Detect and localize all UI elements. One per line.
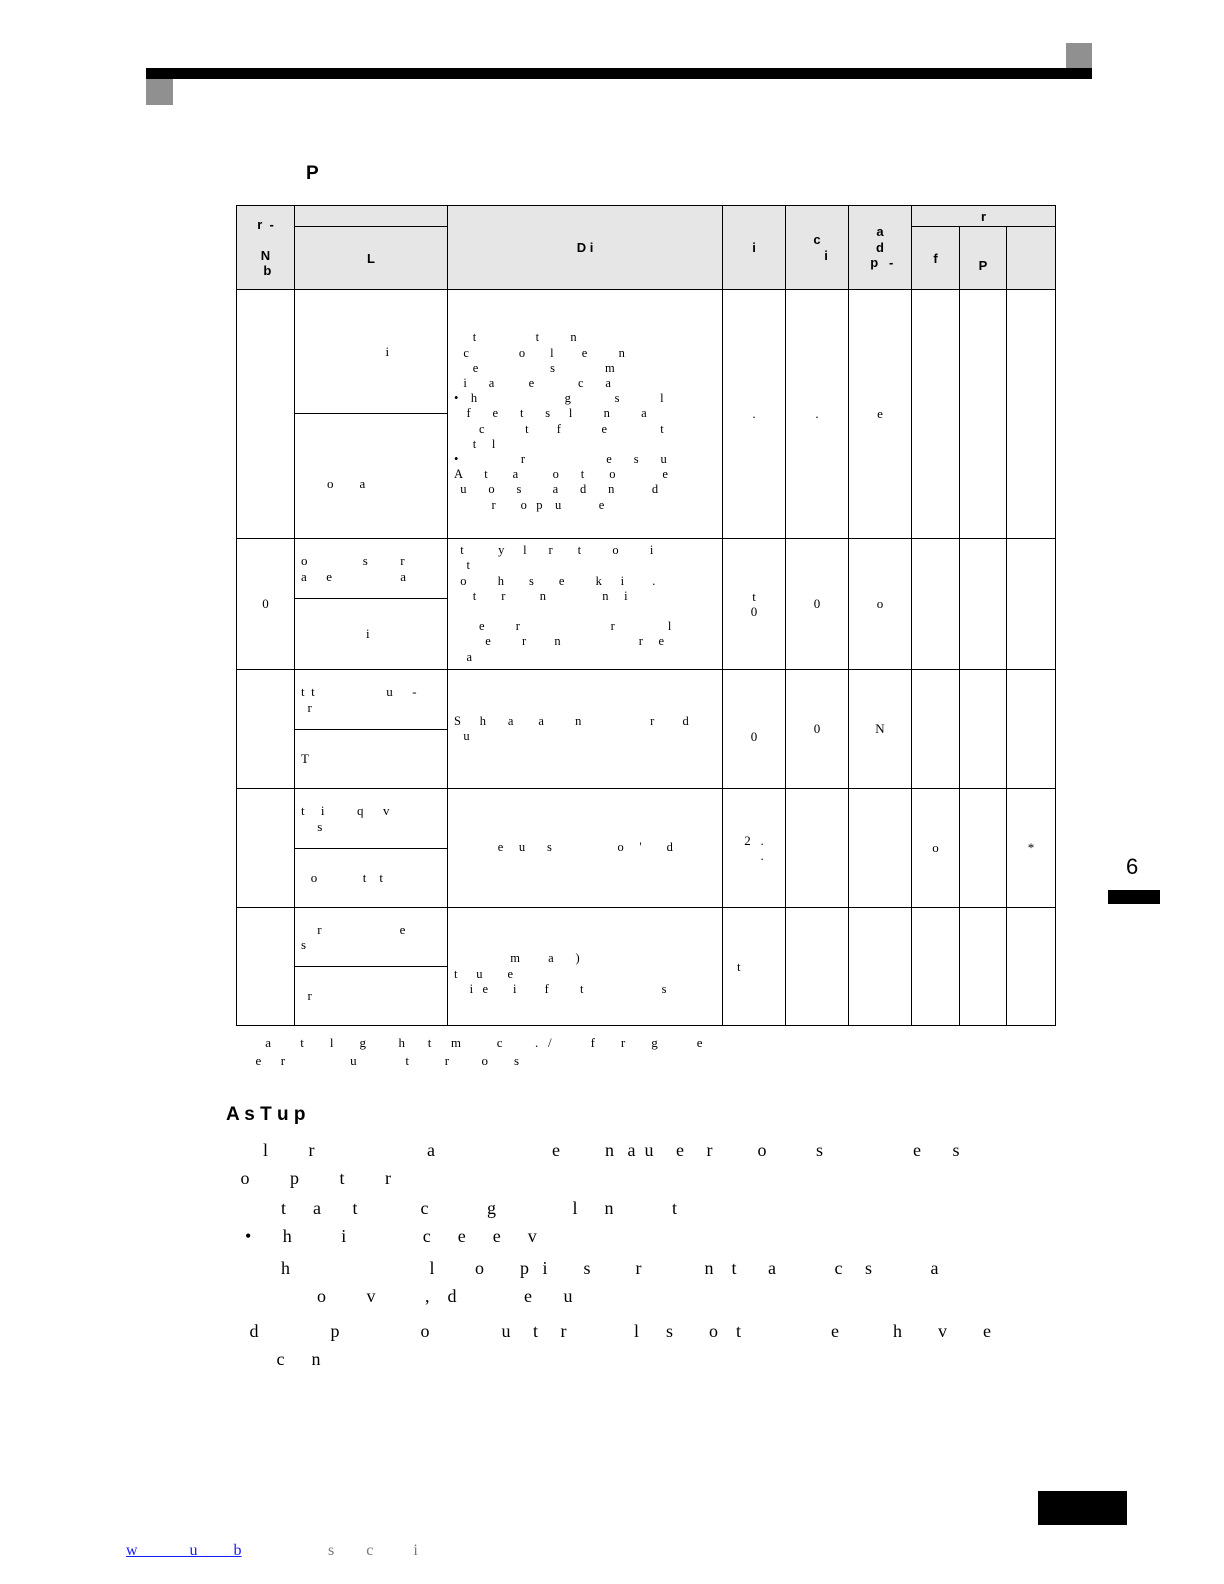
table-footnote: a t l g h t m c . / f r g e e r u t r o s	[255, 1035, 703, 1068]
param-name-display-cell: t t u - r	[295, 670, 448, 730]
body-paragraph: t a t c g l n t	[236, 1198, 677, 1218]
header-description: D i	[448, 206, 723, 290]
body-paragraph: l r a e n a u e r o s e s o p t r	[240, 1140, 960, 1188]
table-row	[237, 290, 1056, 414]
body-paragraph: d p o u t r l s o t e h v e c n	[249, 1321, 991, 1369]
setting-range-cell: 0	[723, 670, 786, 789]
setting-range-cell: t	[723, 908, 786, 1026]
control-col-b-cell	[960, 789, 1007, 908]
section-heading: P	[306, 163, 319, 184]
control-col-b-cell	[960, 908, 1007, 1026]
param-name-lcd-cell: o a	[295, 414, 448, 539]
control-col-c-cell	[1007, 539, 1056, 670]
param-description-cell: t y l r t o i t o h s e k i . t r n n i e r r l e r n r e a	[448, 539, 723, 670]
param-name-display-cell: r e s	[295, 908, 448, 967]
control-col-a-cell	[912, 670, 960, 789]
header-control-col-b: P	[960, 227, 1007, 290]
control-col-a-cell	[912, 908, 960, 1026]
body-paragraph: h l o p i s r n t a c s a o v , d e u	[281, 1258, 939, 1306]
control-col-b-cell	[960, 539, 1007, 670]
header-setting-range: i	[723, 206, 786, 290]
control-col-a-cell: o	[912, 789, 960, 908]
factory-setting-cell: 0	[786, 539, 849, 670]
header-change-during-operation: a d p -	[849, 206, 912, 290]
header-control-methods: r	[912, 206, 1056, 227]
change-during-op-cell	[849, 789, 912, 908]
footer-text: s c i	[328, 1542, 418, 1559]
control-col-c-cell	[1007, 908, 1056, 1026]
param-description-cell: t t n c o l e n e s m i a e c a • h g s l f e t s l n a c t f e t t l • r e s u A t a o t o e u o s a d n d r o p u e	[448, 290, 723, 539]
param-number-cell	[237, 789, 295, 908]
param-name-lcd-cell: i	[295, 599, 448, 670]
control-col-a-cell	[912, 290, 960, 539]
table-header-row	[237, 206, 1056, 227]
param-description-cell: m a ) t u e i e i f t s	[448, 908, 723, 1026]
change-during-op-cell: N	[849, 670, 912, 789]
header-param-number: r - N b	[237, 206, 295, 290]
header-corner-marker-left	[146, 79, 173, 105]
table-row	[237, 908, 1056, 967]
page-number-box	[1038, 1491, 1127, 1525]
param-description-cell: e u s o ' d	[448, 789, 723, 908]
header-factory-setting: c i	[786, 206, 849, 290]
table-row	[237, 539, 1056, 599]
header-name-group	[295, 206, 448, 227]
param-name-lcd-cell: o t t	[295, 849, 448, 908]
header-control-col-c	[1007, 227, 1056, 290]
chapter-number: 6	[1126, 854, 1139, 879]
param-number-cell	[237, 670, 295, 789]
param-number-cell: 0	[237, 539, 295, 670]
parameter-table	[236, 205, 1056, 1026]
table-row	[237, 789, 1056, 849]
setting-range-cell: 2 . .	[723, 789, 786, 908]
control-col-a-cell	[912, 539, 960, 670]
control-col-c-cell	[1007, 290, 1056, 539]
header-control-col-a: f	[912, 227, 960, 290]
setting-range-cell: .	[723, 290, 786, 539]
factory-setting-cell	[786, 908, 849, 1026]
header-name-lcd: L	[295, 227, 448, 290]
factory-setting-cell: 0	[786, 670, 849, 789]
bullet-item: • h i c e e v	[236, 1226, 537, 1246]
footer-link[interactable]: w u b	[126, 1542, 242, 1559]
param-number-cell	[237, 908, 295, 1026]
param-name-display-cell: o s r a e a	[295, 539, 448, 599]
change-during-op-cell: o	[849, 539, 912, 670]
setting-range-cell: t 0	[723, 539, 786, 670]
param-name-display-cell: t i q v s	[295, 789, 448, 849]
change-during-op-cell: e	[849, 290, 912, 539]
param-name-lcd-cell: r	[295, 967, 448, 1026]
header-rule	[146, 68, 1092, 79]
param-description-cell: S h a a n r d u	[448, 670, 723, 789]
control-col-c-cell	[1007, 670, 1056, 789]
param-name-lcd-cell: T	[295, 730, 448, 789]
change-during-op-cell	[849, 908, 912, 1026]
control-col-b-cell	[960, 290, 1007, 539]
param-number-cell	[237, 290, 295, 539]
table-row	[237, 670, 1056, 730]
subsection-heading: A s T u p	[226, 1104, 306, 1125]
factory-setting-cell	[786, 789, 849, 908]
control-col-c-cell: *	[1007, 789, 1056, 908]
header-corner-marker-right	[1066, 43, 1092, 69]
chapter-tab-bar	[1108, 890, 1160, 904]
control-col-b-cell	[960, 670, 1007, 789]
param-name-display-cell: i	[295, 290, 448, 414]
factory-setting-cell: .	[786, 290, 849, 539]
